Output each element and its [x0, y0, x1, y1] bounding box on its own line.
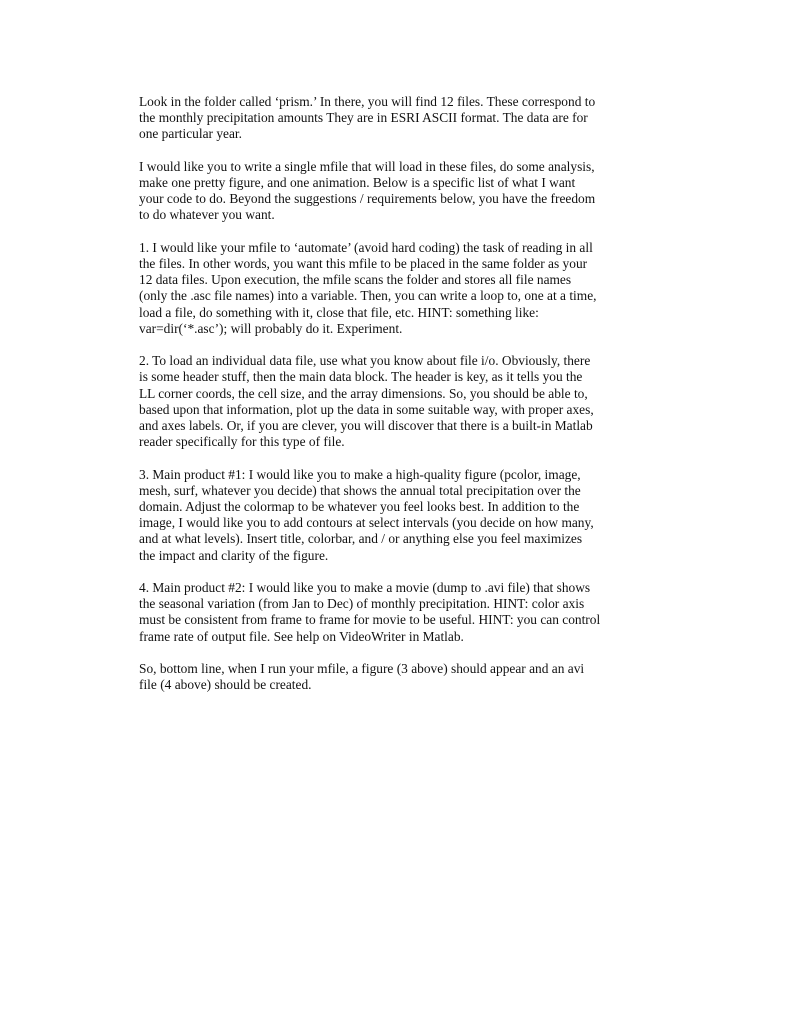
text-line: I would like you to write a single mfile that will load in these files, do some analysis,	[139, 158, 595, 174]
text-line: reader specifically for this type of file.	[139, 434, 345, 450]
text-line: frame rate of output file. See help on VideoWriter in Matlab.	[139, 628, 464, 644]
document-body	[139, 94, 684, 710]
text-line: So, bottom line, when I run your mfile, a figure (3 above) should appear and an avi	[139, 661, 585, 677]
text-line: mesh, surf, whatever you decide) that shows the annual total precipitation over the	[139, 482, 581, 498]
text-line: load a file, do something with it, close that file, etc. HINT: something like:	[139, 304, 539, 320]
text-line: the seasonal variation (from Jan to Dec) of monthly precipitation. HINT: color axis	[139, 596, 585, 612]
text-line: and at what levels). Insert title, colorbar, and / or anything else you feel maximizes	[139, 531, 583, 547]
text-line: LL corner coords, the cell size, and the array dimensions. So, you should be able to,	[139, 385, 588, 401]
paragraph-item-3	[139, 467, 684, 564]
text-line: is some header stuff, then the main data block. The header is key, as it tells you the	[139, 369, 583, 385]
text-line: file (4 above) should be created.	[139, 677, 312, 693]
text-line: must be consistent from frame to frame for movie to be useful. HINT: you can control	[139, 612, 601, 628]
text-line: image, I would like you to add contours at select intervals (you decide on how many,	[139, 515, 594, 531]
text-line: to do whatever you want.	[139, 207, 275, 223]
paragraph-intro	[139, 94, 684, 143]
text-line: 2. To load an individual data file, use what you know about file i/o. Obviously, there	[139, 353, 591, 369]
text-line: 12 data files. Upon execution, the mfile scans the folder and stores all file names	[139, 272, 572, 288]
text-line: 3. Main product #1: I would like you to make a high-quality figure (pcolor, image,	[139, 466, 581, 482]
text-line: based upon that information, plot up the data in some suitable way, with proper axes,	[139, 401, 594, 417]
paragraph-bottom-line	[139, 661, 684, 693]
text-line: and axes labels. Or, if you are clever, you will discover that there is a built-in Matlab	[139, 418, 593, 434]
text-line: the impact and clarity of the figure.	[139, 547, 329, 563]
text-line: one particular year.	[139, 126, 242, 142]
text-line: Look in the folder called ‘prism.’ In there, you will find 12 files. These correspond to	[139, 94, 596, 109]
paragraph-assignment-overview	[139, 159, 684, 224]
paragraph-item-4	[139, 580, 684, 645]
text-line: 1. I would like your mfile to ‘automate’ (avoid hard coding) the task of reading in all	[139, 239, 593, 255]
text-line: your code to do. Beyond the suggestions / requirements below, you have the freedom	[139, 191, 596, 207]
text-line: (only the .asc file names) into a variable. Then, you can write a loop to, one at a time,	[139, 288, 597, 304]
text-line: make one pretty figure, and one animation. Below is a specific list of what I want	[139, 175, 576, 190]
paragraph-item-2	[139, 353, 684, 450]
text-line: domain. Adjust the colormap to be whatever you feel looks best. In addition to the	[139, 499, 580, 515]
text-line: 4. Main product #2: I would like you to make a movie (dump to .avi file) that shows	[139, 580, 591, 596]
text-line: the files. In other words, you want this mfile to be placed in the same folder as your	[139, 256, 588, 271]
text-line: the monthly precipitation amounts They are in ESRI ASCII format. The data are for	[139, 110, 588, 126]
text-line: var=dir(‘*.asc’); will probably do it. Experiment.	[139, 320, 403, 336]
paragraph-item-1	[139, 240, 684, 337]
